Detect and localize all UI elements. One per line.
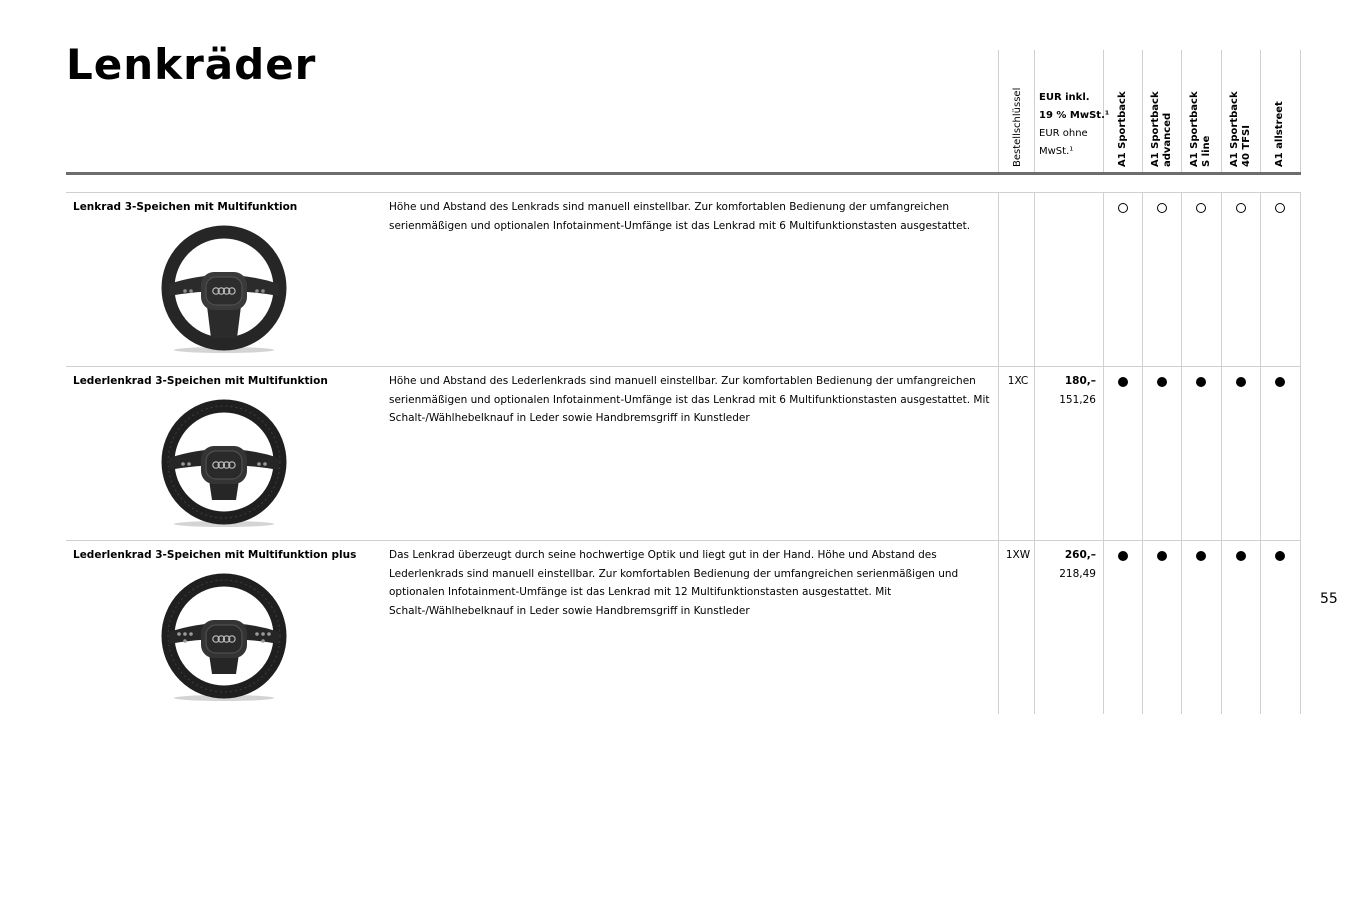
column-divider (1221, 192, 1222, 714)
order-code: 1XW (1005, 549, 1031, 561)
column-divider (998, 50, 999, 172)
column-divider (998, 192, 999, 714)
availability-mark (1196, 203, 1206, 213)
page-number: 55 (1320, 591, 1338, 607)
availability-mark (1118, 551, 1128, 561)
availability-mark (1275, 551, 1285, 561)
header-model-a1-sportback-advanced: A1 Sportback advanced (1150, 91, 1173, 167)
column-divider (1142, 192, 1143, 714)
column-divider (1103, 192, 1104, 714)
row-description: Das Lenkrad überzeugt durch seine hochwertige Optik und liegt gut in der Hand. Höhe und Abstand des Lederlenkrads sind manuell einstellbar. Zur komfortablen Bedienung der umfangreichen serienmäßigen und optionalen Infotainment-Umfänge ist das Lenkrad mit 12 Multifunktionstasten ausgestattet. Mit Schalt-/Wählhebelknauf in Leder sowie Handbremsgriff in Kunstleder (389, 549, 959, 617)
column-divider (1034, 50, 1035, 172)
row-description: Höhe und Abstand des Lederlenkrads sind manuell einstellbar. Zur komfortablen Bedienung der umfangreichen serienmäßigen und optionalen Infotainment-Umfänge ist das Lenkrad mit 6 Multifunktionstasten ausgestattet. Mit Schalt-/Wählhebelknauf in Leder sowie Handbremsgriff in Kunstleder (389, 375, 990, 424)
order-code: 1XC (1007, 375, 1029, 387)
header-model-a1-sportback-40-tfsi: A1 Sportback 40 TFSI (1229, 91, 1252, 167)
page-title: Lenkräder (66, 40, 317, 89)
steering-wheel-image (155, 220, 293, 358)
row-name: Lederlenkrad 3-Speichen mit Multifunktion plus (73, 549, 357, 561)
column-divider (1142, 50, 1143, 172)
availability-mark (1236, 203, 1246, 213)
column-divider (1181, 50, 1182, 172)
row-divider (66, 540, 1301, 541)
header-order-key: Bestellschlüssel (1012, 87, 1023, 167)
column-divider (1221, 50, 1222, 172)
header-price: EUR inkl. 19 % MwSt.¹ EUR ohne MwSt.¹ (1039, 92, 1110, 157)
availability-mark (1275, 203, 1285, 213)
column-divider (1260, 50, 1261, 172)
column-divider (1260, 192, 1261, 714)
column-divider (1300, 192, 1301, 714)
availability-mark (1157, 203, 1167, 213)
availability-mark (1275, 377, 1285, 387)
row-name: Lederlenkrad 3-Speichen mit Multifunktion (73, 375, 328, 387)
steering-wheel-image (155, 394, 293, 532)
column-divider (1300, 50, 1301, 172)
price: 180,– 151,26 (1059, 375, 1096, 406)
availability-mark (1118, 377, 1128, 387)
availability-mark (1196, 551, 1206, 561)
availability-mark (1236, 377, 1246, 387)
row-name: Lenkrad 3-Speichen mit Multifunktion (73, 201, 298, 213)
availability-mark (1196, 377, 1206, 387)
price: 260,– 218,49 (1059, 549, 1096, 580)
column-divider (1034, 192, 1035, 714)
availability-mark (1157, 551, 1167, 561)
row-description: Höhe und Abstand des Lenkrads sind manuell einstellbar. Zur komfortablen Bedienung der umfangreichen serienmäßigen und optionalen Infotainment-Umfänge ist das Lenkrad mit 6 Multifunktionstasten ausgestattet. (389, 201, 971, 232)
header-model-a1-sportback: A1 Sportback (1117, 91, 1128, 167)
header-model-a1-sportback-s-line: A1 Sportback S line (1189, 91, 1212, 167)
steering-wheel-image (155, 568, 293, 706)
row-divider (66, 366, 1301, 367)
column-divider (1181, 192, 1182, 714)
header-rule (66, 172, 1301, 175)
availability-mark (1236, 551, 1246, 561)
row-divider (66, 192, 1301, 193)
availability-mark (1118, 203, 1128, 213)
header-model-a1-allstreet: A1 allstreet (1274, 101, 1285, 167)
availability-mark (1157, 377, 1167, 387)
